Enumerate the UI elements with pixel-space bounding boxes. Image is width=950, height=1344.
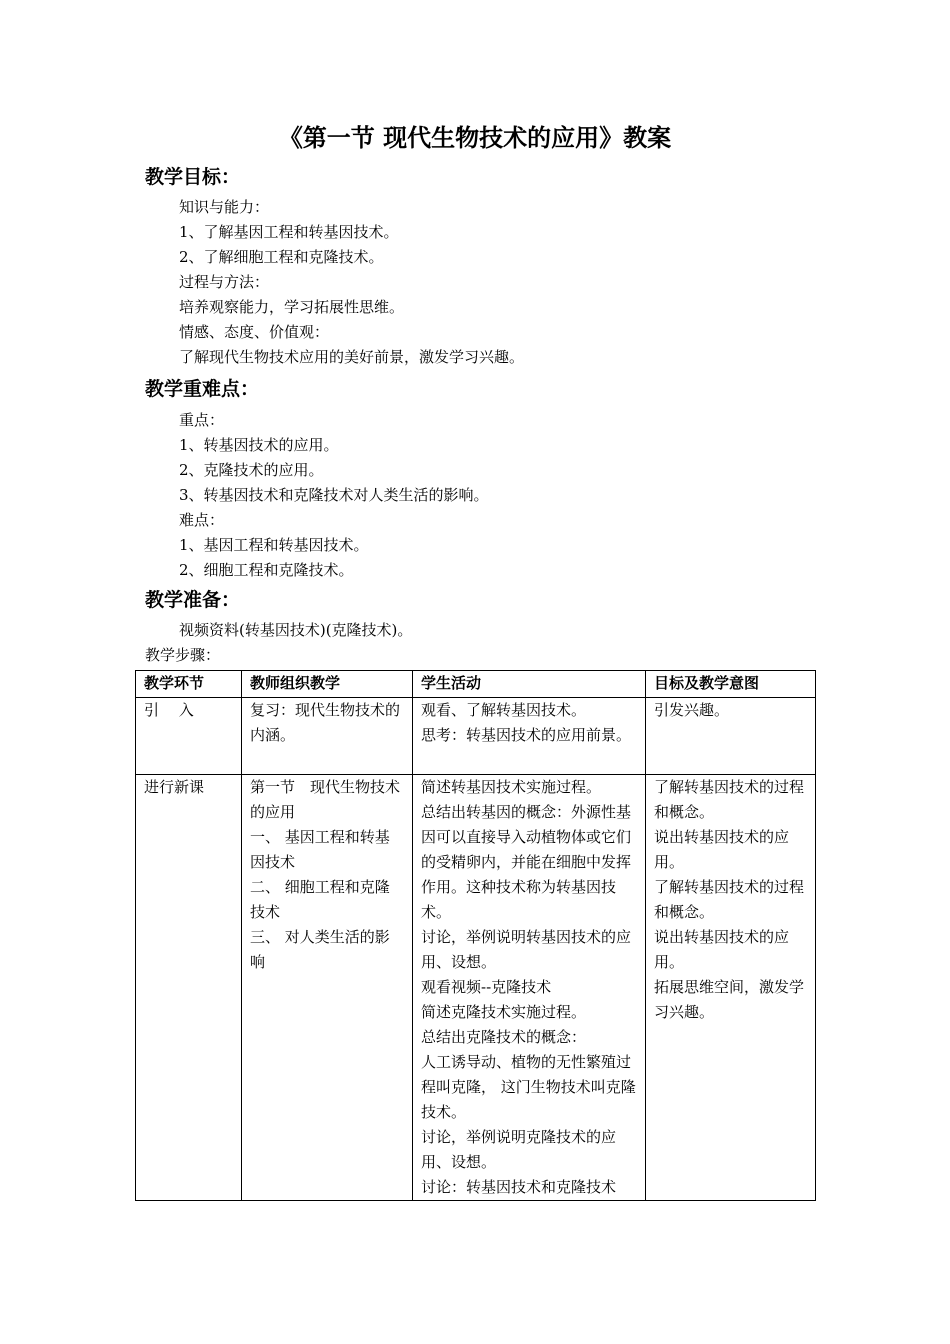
steps-label: 教学步骤： <box>145 646 221 664</box>
student-cell: 观看、了解转基因技术。 思考：转基因技术的应用前景。 <box>413 698 646 775</box>
preparation-heading: 教学准备： <box>145 589 241 611</box>
keypoints-line: 难点： <box>179 511 225 529</box>
table-row <box>136 775 816 1201</box>
objectives-line: 培养观察能力，学习拓展性思维。 <box>179 298 405 316</box>
teaching-steps-table <box>135 670 816 1201</box>
objectives-line: 情感、态度、价值观： <box>179 323 330 341</box>
objectives-line: 2、了解细胞工程和克隆技术。 <box>179 248 384 266</box>
keypoints-line: 1、基因工程和转基因技术。 <box>179 536 369 554</box>
goal-cell: 引发兴趣。 <box>646 698 816 775</box>
keypoints-line: 3、转基因技术和克隆技术对人类生活的影响。 <box>179 486 489 504</box>
column-header: 教师组织教学 <box>242 671 413 698</box>
keypoints-line: 2、细胞工程和克隆技术。 <box>179 561 354 579</box>
page-title: 《第一节 现代生物技术的应用》教案 <box>278 124 672 152</box>
teacher-cell: 第一节 现代生物技术的应用 一、 基因工程和转基因技术 二、 细胞工程和克隆技术 三、 对人类生活的影响 <box>242 775 413 1201</box>
column-header: 教学环节 <box>136 671 242 698</box>
student-cell: 简述转基因技术实施过程。 总结出转基因的概念：外源性基因可以直接导入动植物体或它们的受精卵内，并能在细胞中发挥作用。这种技术称为转基因技术。 讨论，举例说明转基因技术的应用、设想。 观看视频--克隆技术 简述克隆技术实施过程。 总结出克隆技术的概念： 人工诱导动、植物的无性繁殖过程叫克隆， 这门生物技术叫克隆技术。 讨论，举例说明克隆技术的应用、设想。 讨论：转基因技术和克隆技术 <box>413 775 646 1201</box>
stage-cell: 进行新课 <box>136 775 242 1201</box>
keypoints-line: 1、转基因技术的应用。 <box>179 436 339 454</box>
stage-cell: 引 入 <box>136 698 242 775</box>
objectives-line: 1、了解基因工程和转基因技术。 <box>179 223 399 241</box>
objectives-line: 知识与能力： <box>179 198 270 216</box>
keypoints-line: 2、克隆技术的应用。 <box>179 461 324 479</box>
objectives-line: 过程与方法： <box>179 273 270 291</box>
objectives-line: 了解现代生物技术应用的美好前景，激发学习兴趣。 <box>179 348 525 366</box>
teacher-cell: 复习：现代生物技术的内涵。 <box>242 698 413 775</box>
column-header: 目标及教学意图 <box>646 671 816 698</box>
keypoints-heading: 教学重难点： <box>145 378 260 400</box>
preparation-line: 视频资料(转基因技术)(克隆技术)。 <box>179 621 413 639</box>
keypoints-line: 重点： <box>179 411 225 429</box>
table-header-row <box>136 671 816 698</box>
table-row <box>136 698 816 775</box>
column-header: 学生活动 <box>413 671 646 698</box>
goal-cell: 了解转基因技术的过程和概念。 说出转基因技术的应用。 了解转基因技术的过程和概念。 说出转基因技术的应用。 拓展思维空间，激发学习兴趣。 <box>646 775 816 1201</box>
objectives-heading: 教学目标： <box>145 166 241 188</box>
